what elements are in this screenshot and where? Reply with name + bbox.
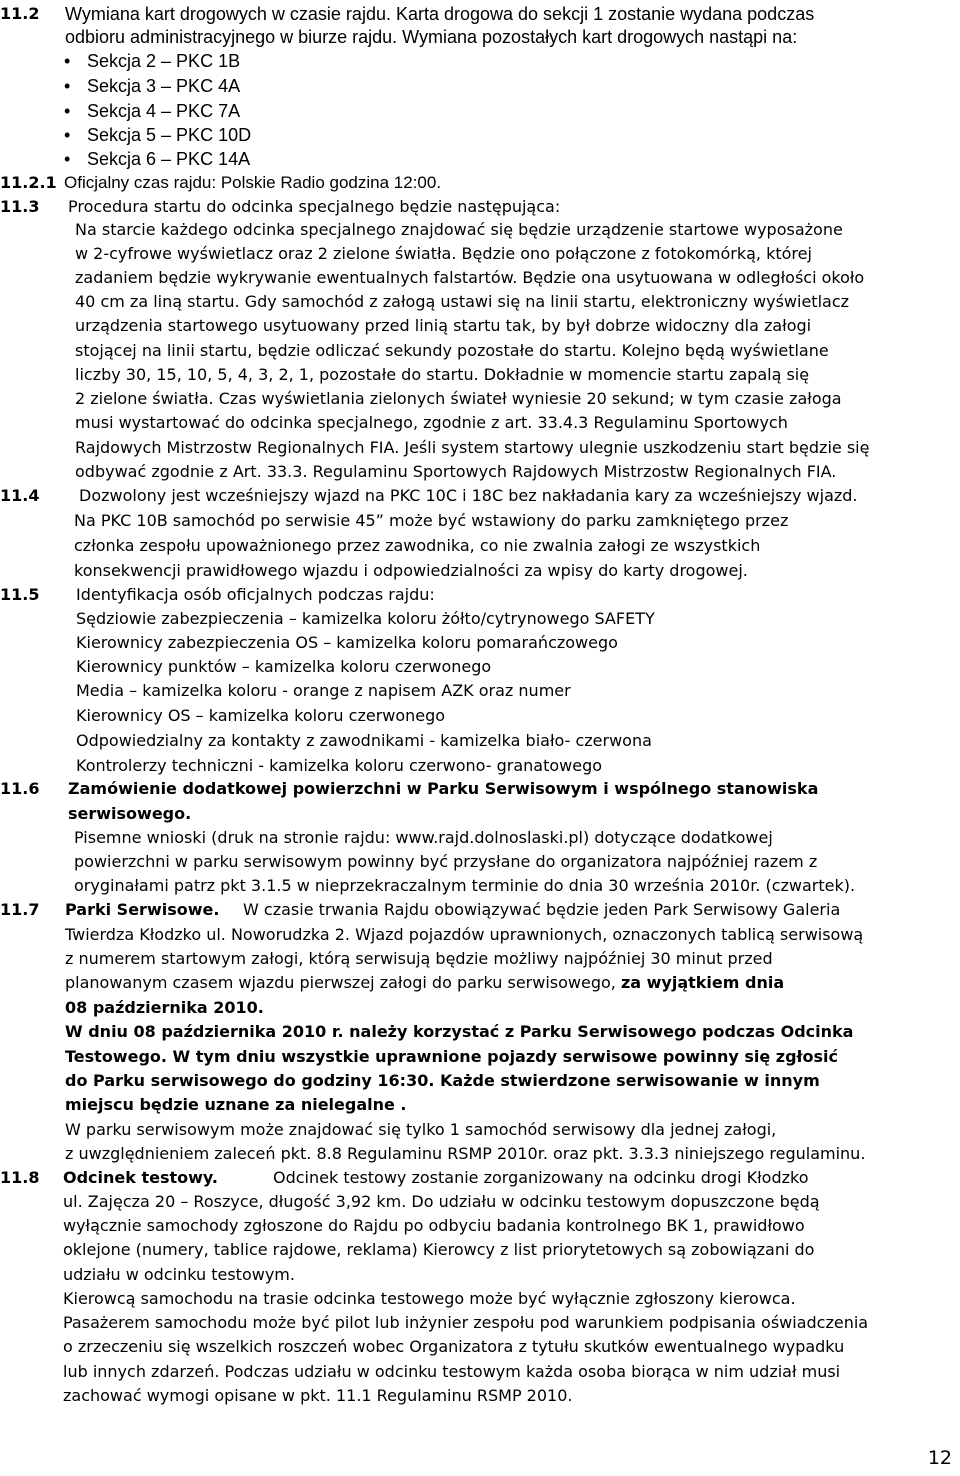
bullet-item: • Sekcja 2 – PKC 1B bbox=[87, 50, 240, 72]
section-11-3-line: urządzenia startowego usytuowany przed linią startu tak, by był dobrze widoczny dla załogi bbox=[75, 316, 812, 335]
section-11-5-line: Sędziowie zabezpieczenia – kamizelka koloru żółto/cytrynowego SAFETY bbox=[76, 609, 655, 628]
section-11-3-line: liczby 30, 15, 10, 5, 4, 3, 2, 1, pozostałe do startu. Dokładnie w momencie startu zapalą się bbox=[75, 365, 810, 384]
section-11-5-line: Identyfikacja osób oficjalnych podczas rajdu: bbox=[76, 585, 435, 604]
section-11-7-line-4-bold: za wyjątkiem dnia bbox=[620, 973, 785, 992]
section-11-6-title: Zamówienie dodatkowej powierzchni w Parku Serwisowym i wspólnego stanowiska bbox=[68, 779, 819, 798]
section-number-11-6: 11.6 bbox=[0, 779, 40, 798]
section-number-11-5: 11.5 bbox=[0, 585, 40, 604]
section-11-5-line: Media – kamizelka koloru - orange z napisem AZK oraz numer bbox=[76, 681, 571, 700]
section-11-3-line: w 2-cyfrowe wyświetlacz oraz 2 zielone światła. Będzie ono połączone z fotokomórką, której bbox=[75, 244, 812, 263]
section-11-3-line: 2 zielone światła. Czas wyświetlania zielonych świateł wyniesie 20 sekund; w tym czasie załoga bbox=[75, 389, 842, 408]
bullet-item: • Sekcja 3 – PKC 4A bbox=[87, 75, 240, 97]
section-number-11-2: 11.2 bbox=[0, 4, 40, 23]
bullet-item: • Sekcja 6 – PKC 14A bbox=[87, 148, 250, 170]
section-11-8-line: udziału w odcinku testowym. bbox=[63, 1265, 295, 1284]
section-number-11-4: 11.4 bbox=[0, 486, 40, 505]
section-11-8-line: Kierowcą samochodu na trasie odcinka testowego może być wyłącznie zgłoszony kierowca. bbox=[63, 1289, 796, 1308]
section-11-3-line: 40 cm za liną startu. Gdy samochód z załogą ustawi się na linii startu, elektroniczny wyświetlacz bbox=[75, 292, 850, 311]
section-11-8-line: lub innych zdarzeń. Podczas udziału w odcinku testowym każda osoba biorąca w nim udział musi bbox=[63, 1362, 841, 1381]
section-11-3-line: stojącej na linii startu, będzie odliczać sekundy pozostałe do startu. Kolejno będą wyświetlane bbox=[75, 341, 829, 360]
section-11-8-title: Odcinek testowy. bbox=[63, 1168, 218, 1187]
section-11-8-line: oklejone (numery, tablice rajdowe, reklama) Kierowcy z list priorytetowych są zobowiązani do bbox=[63, 1240, 815, 1259]
section-11-7-line-1: W czasie trwania Rajdu obowiązywać będzie jeden Park Serwisowy Galeria bbox=[243, 900, 841, 919]
section-11-8-line: wyłącznie samochody zgłoszone do Rajdu po odbyciu badania kontrolnego BK 1, prawidłowo bbox=[63, 1216, 805, 1235]
section-11-3-line: musi wystartować do odcinka specjalnego, zgodnie z art. 33.4.3 Regulaminu Sportowych bbox=[75, 413, 788, 432]
section-11-6-line: oryginałami patrz pkt 3.1.5 w nieprzekraczalnym terminie do dnia 30 września 2010r. (czwartek). bbox=[74, 876, 856, 895]
section-11-6-title-cont: serwisowego. bbox=[68, 804, 192, 823]
section-11-7-bold-line: W dniu 08 października 2010 r. należy korzystać z Parku Serwisowego podczas Odcinka bbox=[65, 1022, 854, 1041]
section-11-5-line: Kontrolerzy techniczni - kamizelka koloru czerwono- granatowego bbox=[76, 756, 603, 775]
section-11-3-line: Rajdowych Mistrzostw Regionalnych FIA. Jeśli system startowy ulegnie uszkodzeniu start będzie się bbox=[75, 438, 870, 457]
section-11-3-line: Na starcie każdego odcinka specjalnego znajdować się będzie urządzenie startowe wyposażone bbox=[75, 220, 843, 239]
section-11-7-line-4-text: planowanym czasem wjazdu pierwszej załogi do parku serwisowego, bbox=[65, 973, 616, 992]
section-11-7-line-11: z uwzględnieniem zaleceń pkt. 8.8 Regulaminu RSMP 2010r. oraz pkt. 3.3.3 niniejszego regulaminu. bbox=[65, 1144, 866, 1163]
section-11-6-line: Pisemne wnioski (druk na stronie rajdu: www.rajd.dolnoslaski.pl) dotyczące dodatkowej bbox=[74, 828, 773, 847]
section-11-7-date: 08 października 2010. bbox=[65, 998, 264, 1017]
bullet-item: • Sekcja 4 – PKC 7A bbox=[87, 100, 240, 122]
section-11-2-line-2: odbioru administracyjnego w biurze rajdu. Wymiana pozostałych kart drogowych nastąpi na: bbox=[65, 27, 798, 47]
section-11-7-line-10: W parku serwisowym może znajdować się tylko 1 samochód serwisowy dla jednej załogi, bbox=[65, 1120, 777, 1139]
section-number-11-2-1: 11.2.1 bbox=[0, 173, 57, 192]
section-number-11-7: 11.7 bbox=[0, 900, 40, 919]
section-11-7-bold-line: Testowego. W tym dniu wszystkie uprawnione pojazdy serwisowe powinny się zgłosić bbox=[65, 1047, 838, 1066]
section-11-7-line-4 bbox=[65, 972, 784, 994]
section-11-7-line-3: z numerem startowym załogi, którą serwisują będzie możliwy najpóźniej 30 minut przed bbox=[65, 949, 773, 968]
section-11-7-line-2: Twierdza Kłodzko ul. Noworudzka 2. Wjazd pojazdów uprawnionych, oznaczonych tablicą serwisową bbox=[65, 925, 864, 944]
section-number-11-3: 11.3 bbox=[0, 197, 40, 216]
section-11-8-line-1: Odcinek testowy zostanie zorganizowany na odcinku drogi Kłodzko bbox=[273, 1168, 809, 1187]
section-11-2-1-text: Oficjalny czas rajdu: Polskie Radio godzina 12:00. bbox=[64, 173, 442, 192]
section-11-3-heading: Procedura startu do odcinka specjalnego będzie następująca: bbox=[68, 197, 561, 216]
section-11-7-bold-line: do Parku serwisowego do godziny 16:30. Każde stwierdzone serwisowanie w innym bbox=[65, 1071, 820, 1090]
section-11-4-line: członka zespołu upoważnionego przez zawodnika, co nie zwalnia załogi ze wszystkich bbox=[74, 536, 761, 555]
section-11-5-line: Kierownicy OS – kamizelka koloru czerwonego bbox=[76, 706, 446, 725]
section-11-8-line: ul. Zajęcza 20 – Roszyce, długość 3,92 km. Do udziału w odcinku testowym dopuszczone będą bbox=[63, 1192, 820, 1211]
section-11-4-line: Dozwolony jest wcześniejszy wjazd na PKC 10C i 18C bez nakładania kary za wcześniejszy wjazd. bbox=[79, 486, 858, 505]
section-11-5-line: Kierownicy punktów – kamizelka koloru czerwonego bbox=[76, 657, 492, 676]
section-11-3-line: zadaniem będzie wykrywanie ewentualnych falstartów. Będzie ona usytuowana w odległości około bbox=[75, 268, 865, 287]
section-11-8-line: Pasażerem samochodu może być pilot lub inżynier zespołu pod warunkiem podpisania oświadczenia bbox=[63, 1313, 869, 1332]
section-11-4-line: Na PKC 10B samochód po serwisie 45” może być wstawiony do parku zamkniętego przez bbox=[74, 511, 789, 530]
section-11-7-title: Parki Serwisowe. bbox=[65, 900, 220, 919]
section-11-2-line-1: Wymiana kart drogowych w czasie rajdu. Karta drogowa do sekcji 1 zostanie wydana podczas bbox=[65, 4, 815, 24]
bullet-item: • Sekcja 5 – PKC 10D bbox=[87, 124, 251, 146]
section-11-3-line: odbywać zgodnie z Art. 33.3. Regulaminu Sportowych Rajdowych Mistrzostw Regionalnych FIA. bbox=[75, 462, 837, 481]
section-11-4-line: konsekwencji prawidłowego wjazdu i odpowiedzialności za wpisy do karty drogowej. bbox=[74, 561, 748, 580]
section-11-8-line: zachować wymogi opisane w pkt. 11.1 Regulaminu RSMP 2010. bbox=[63, 1386, 573, 1405]
section-11-7-bold-line: miejscu będzie uznane za nielegalne . bbox=[65, 1095, 407, 1114]
page-number: 12 bbox=[927, 1447, 952, 1469]
section-11-5-line: Kierownicy zabezpieczenia OS – kamizelka koloru pomarańczowego bbox=[76, 633, 618, 652]
section-11-6-line: powierzchni w parku serwisowym powinny być przysłane do organizatora najpóźniej razem z bbox=[74, 852, 818, 871]
section-number-11-8: 11.8 bbox=[0, 1168, 40, 1187]
section-11-8-line: o zrzeczeniu się wszelkich roszczeń wobec Organizatora z tytułu skutków ewentualnego wypadku bbox=[63, 1337, 845, 1356]
section-11-5-line: Odpowiedzialny za kontakty z zawodnikami - kamizelka biało- czerwona bbox=[76, 731, 652, 750]
